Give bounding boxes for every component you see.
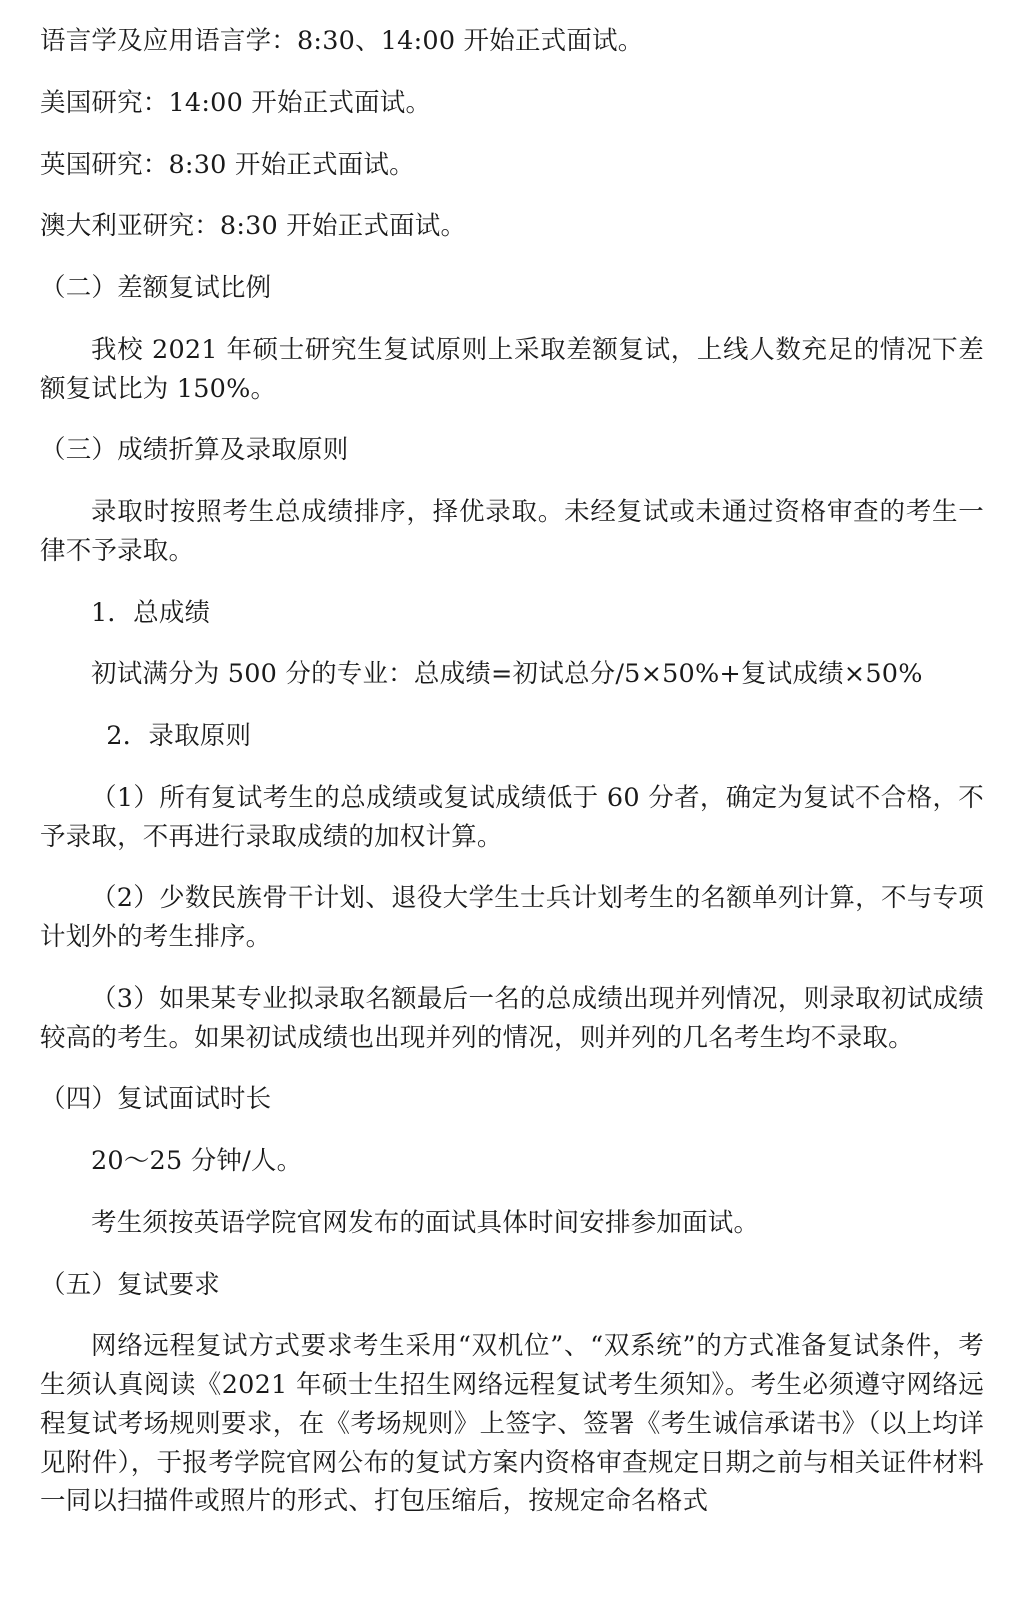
paragraph-rule-three: （3）如果某专业拟录取名额最后一名的总成绩出现并列情况，则录取初试成绩较高的考生。如果初试成绩也出现并列的情况，则并列的几名考生均不录取。 [40, 983, 984, 1053]
paragraph-rule-one: （1）所有复试考生的总成绩或复试成绩低于 60 分者，确定为复试不合格，不予录取，不再进行录取成绩的加权计算。 [40, 782, 984, 852]
paragraph-score-formula: 初试满分为 500 分的专业：总成绩=初试总分/5×50%+复试成绩×50% [91, 659, 923, 690]
paragraph-british-studies-schedule: 英国研究：8:30 开始正式面试。 [40, 149, 415, 180]
paragraph-linguistics-schedule: 语言学及应用语言学：8:30、14:00 开始正式面试。 [40, 26, 644, 56]
paragraph-rule-two: （2）少数民族骨干计划、退役大学生士兵计划考生的名额单列计算，不与专项计划外的考生排序。 [40, 883, 984, 952]
heading-section-four: （四）复试面试时长 [40, 1084, 272, 1115]
paragraph-american-studies-schedule: 美国研究：14:00 开始正式面试。 [40, 87, 432, 118]
document-body [40, 22, 984, 1521]
heading-section-five: （五）复试要求 [40, 1269, 220, 1300]
paragraph-remote-interview-requirements: 网络远程复试方式要求考生采用“双机位”、“双系统”的方式准备复试条件，考生须认真阅读《2021 年硕士生招生网络远程复试考生须知》。考生必须遵守网络远程复试考场规则要求，在《考场规则》上签字、签署《考生诚信承诺书》（以上均详见附件），于报考学院官网公布的复试方案内资格审查规定日期之前与相关证件材料一同以扫描件或照片的形式、打包压缩后，按规定命名格式 [40, 1331, 984, 1517]
paragraph-interview-schedule-note: 考生须按英语学院官网发布的面试具体时间安排参加面试。 [91, 1207, 760, 1238]
heading-admission-rules: 2．录取原则 [106, 721, 252, 751]
paragraph-interview-duration: 20～25 分钟/人。 [91, 1146, 303, 1176]
heading-total-score: 1．总成绩 [91, 597, 211, 628]
paragraph-australian-studies-schedule: 澳大利亚研究：8:30 开始正式面试。 [40, 211, 467, 242]
heading-section-three: （三）成绩折算及录取原则 [40, 435, 349, 466]
heading-section-two: （二）差额复试比例 [40, 273, 272, 303]
paragraph-differential-ratio: 我校 2021 年硕士研究生复试原则上采取差额复试，上线人数充足的情况下差额复试比为 150%。 [40, 334, 984, 404]
paragraph-admission-principle-intro: 录取时按照考生总成绩排序，择优录取。未经复试或未通过资格审查的考生一律不予录取。 [40, 497, 984, 566]
